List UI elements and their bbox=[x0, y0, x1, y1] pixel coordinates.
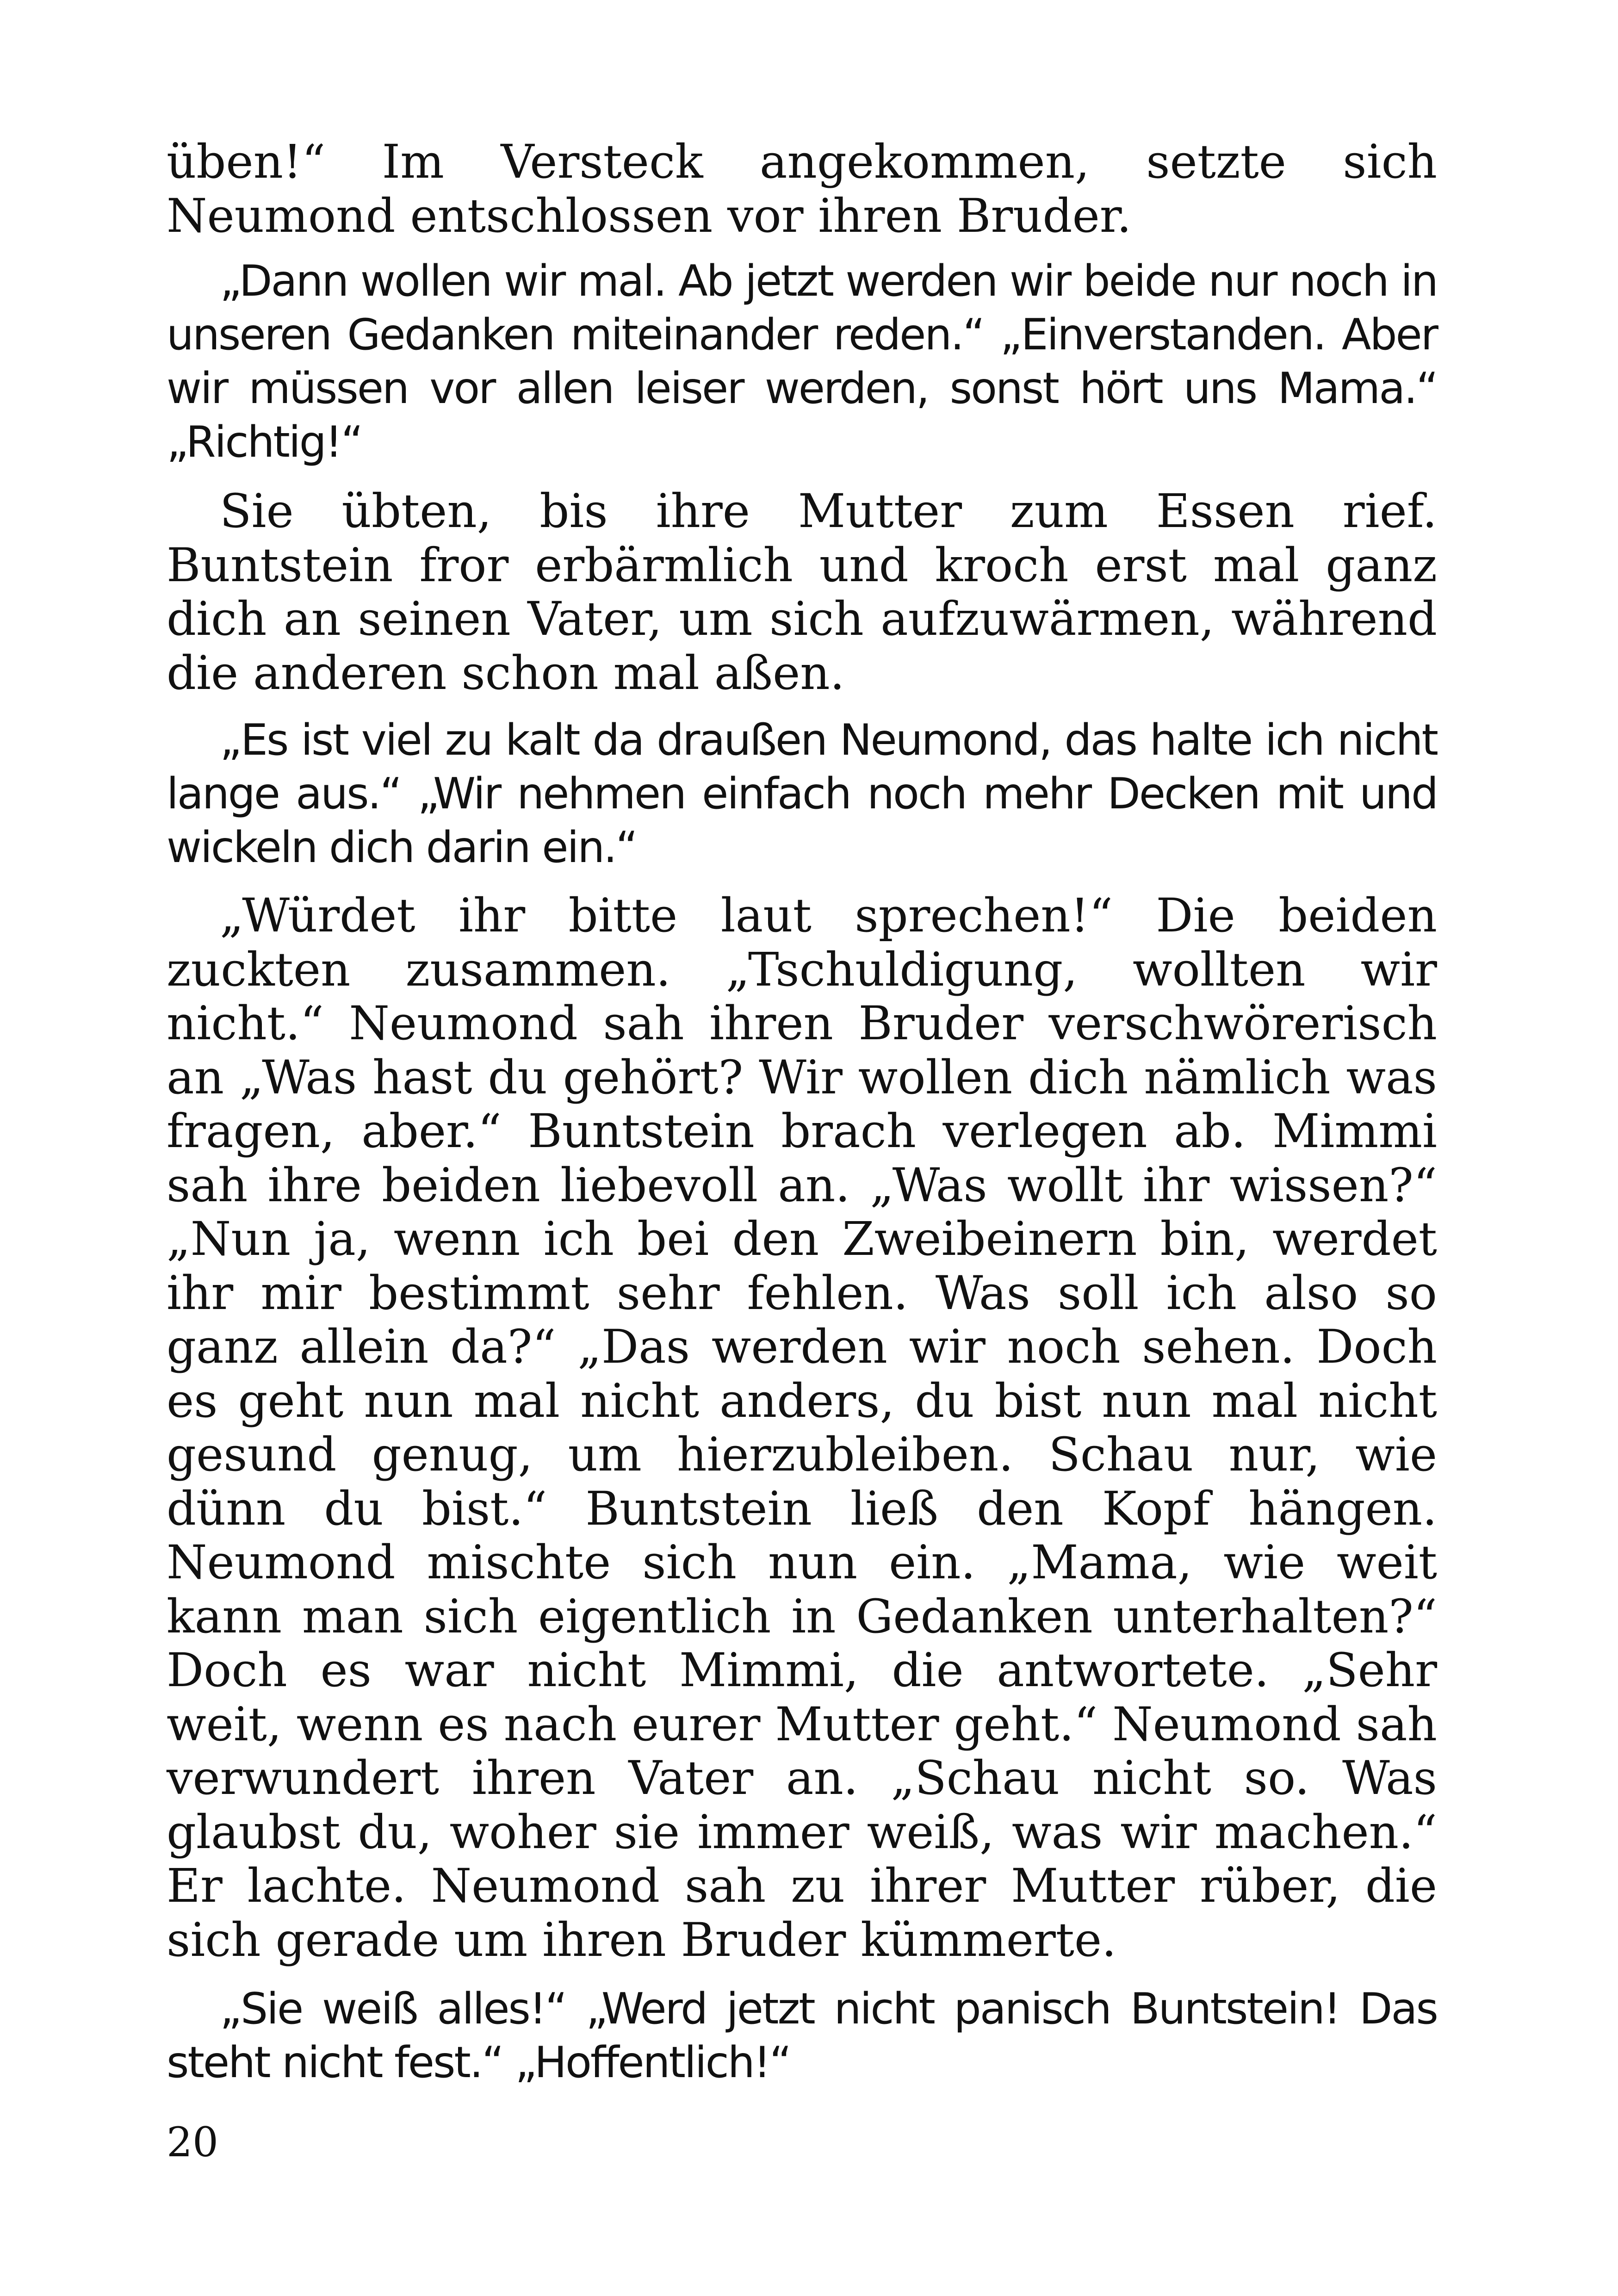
book-page-body bbox=[167, 135, 1437, 2089]
paragraph-thought-dialogue-1: „Dann wollen wir mal. Ab jetzt werden wir beide nur noch in unseren Gedanken miteinander reden.“ „Einverstanden. Aber wir müssen vor allen leiser werden, sonst hört uns Mama.“ „Richtig!“ bbox=[167, 256, 1437, 467]
paragraph-narration-2: Sie übten, bis ihre Mutter zum Essen rief. Buntstein fror erbärmlich und kroch erst mal ganz dich an seinen Vater, um sich aufzuwärmen, während die anderen schon mal aßen. bbox=[167, 484, 1437, 700]
paragraph-thought-dialogue-3: „Sie weiß alles!“ „Werd jetzt nicht panisch Buntstein! Das steht nicht fest.“ „Hoffentlich!“ bbox=[167, 1984, 1437, 2087]
paragraph-narration-1: üben!“ Im Versteck angekommen, setzte sich Neumond entschlossen vor ihren Bruder. bbox=[167, 135, 1437, 243]
paragraph-thought-dialogue-2: „Es ist viel zu kalt da draußen Neumond, das halte ich nicht lange aus.“ „Wir nehmen einfach noch mehr Decken mit und wickeln dich darin ein.“ bbox=[167, 715, 1437, 872]
page-number: 20 bbox=[167, 2118, 218, 2166]
paragraph-narration-3: „Würdet ihr bitte laut sprechen!“ Die beiden zuckten zusammen. „Tschuldigung, wollten wir nicht.“ Neumond sah ihren Bruder verschwörerisch an „Was hast du gehört? Wir wollen dich nämlich was fragen, aber.“ Buntstein brach verlegen ab. Mimmi sah ihre beiden liebevoll an. „Was wollt ihr wissen?“ „Nun ja, wenn ich bei den Zweibeinern bin, werdet ihr mir bestimmt sehr fehlen. Was soll ich also so ganz allein da?“ „Das werden wir noch sehen. Doch es geht nun mal nicht anders, du bist nun mal nicht gesund genug, um hierzubleiben. Schau nur, wie dünn du bist.“ Buntstein ließ den Kopf hängen. Neumond mischte sich nun ein. „Mama, wie weit kann man sich eigentlich in Gedanken unterhalten?“ Doch es war nicht Mimmi, die antwortete. „Sehr weit, wenn es nach eurer Mutter geht.“ Neumond sah verwundert ihren Vater an. „Schau nicht so. Was glaubst du, woher sie immer weiß, was wir machen.“ Er lachte. Neumond sah zu ihrer Mutter rüber, die sich gerade um ihren Bruder kümmerte. bbox=[167, 888, 1437, 1967]
